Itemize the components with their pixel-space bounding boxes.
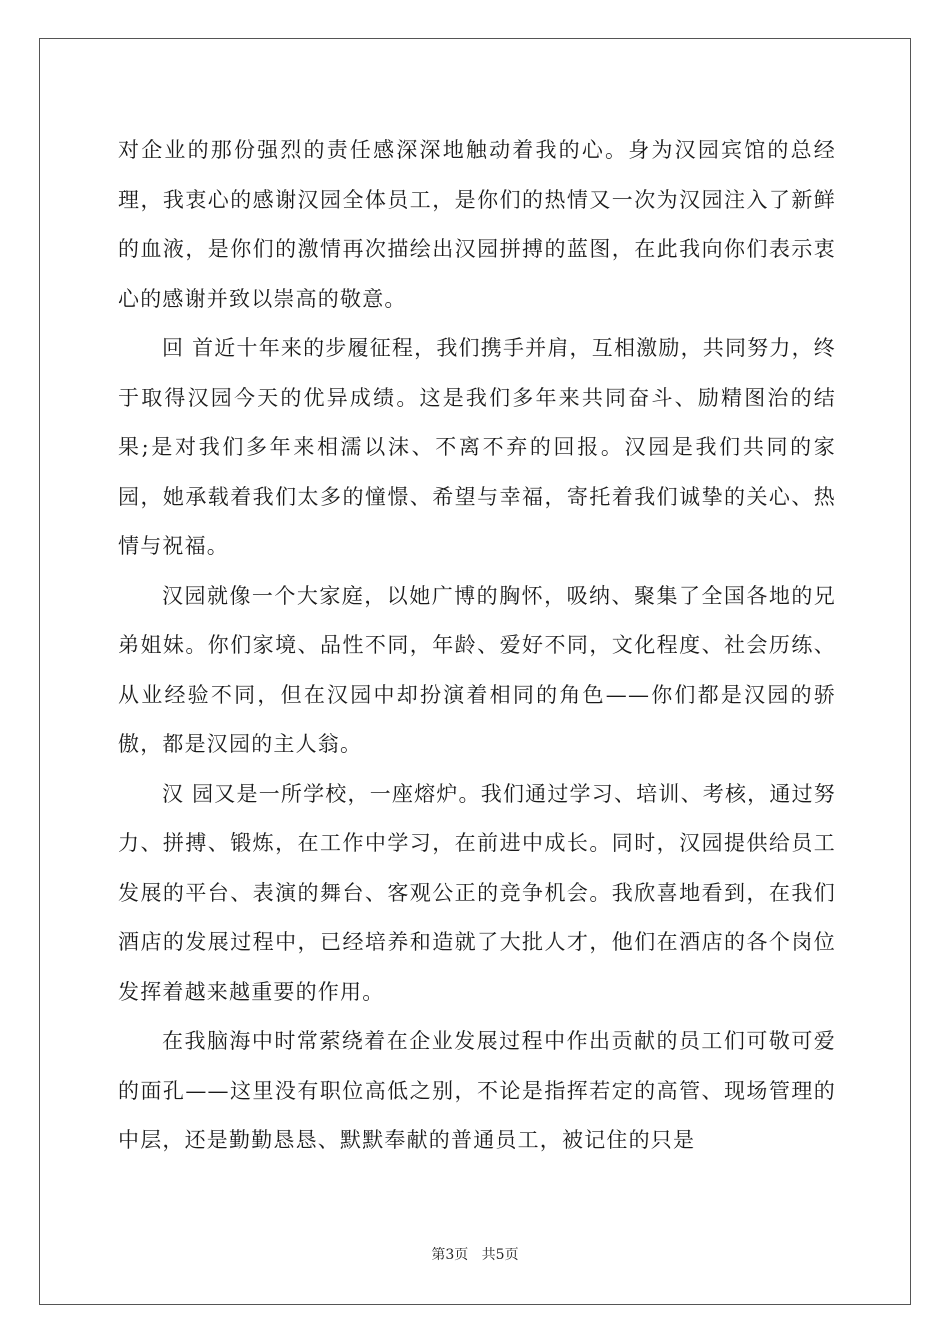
page-number-current: 第3页 xyxy=(431,1247,469,1263)
page-footer xyxy=(0,1244,950,1264)
page-number-total: 共5页 xyxy=(481,1247,519,1263)
paragraph-3: 汉园就像一个大家庭，以她广博的胸怀，吸纳、聚集了全国各地的兄弟姐妹。你们家境、品性不同，年龄、爱好不同，文化程度、社会历练、从业经验不同，但在汉园中却扮演着相同的角色——你们都是汉园的骄傲，都是汉园的主人翁。 xyxy=(118,583,836,756)
paragraph-2: 回 首近十年来的步履征程，我们携手并肩，互相激励，共同努力，终于取得汉园今天的优异成绩。这是我们多年来共同奋斗、励精图治的结果;是对我们多年来相濡以沫、不离不弃的回报。汉园是我们共同的家园，她承载着我们太多的憧憬、希望与幸福，寄托着我们诚挚的关心、热情与祝福。 xyxy=(118,336,836,558)
document-body xyxy=(118,126,836,1166)
paragraph-1: 对企业的那份强烈的责任感深深地触动着我的心。身为汉园宾馆的总经理，我衷心的感谢汉园全体员工，是你们的热情又一次为汉园注入了新鲜的血液，是你们的激情再次描绘出汉园拼搏的蓝图，在此我向你们表示衷心的感谢并致以崇高的敬意。 xyxy=(118,138,836,311)
paragraph-4: 汉 园又是一所学校，一座熔炉。我们通过学习、培训、考核，通过努力、拼搏、锻炼，在工作中学习，在前进中成长。同时，汉园提供给员工发展的平台、表演的舞台、客观公正的竞争机会。我欣喜地看到，在我们酒店的发展过程中，已经培养和造就了大批人才，他们在酒店的各个岗位发挥着越来越重要的作用。 xyxy=(118,781,836,1004)
paragraph-5: 在我脑海中时常萦绕着在企业发展过程中作出贡献的员工们可敬可爱的面孔——这里没有职位高低之别，不论是指挥若定的高管、现场管理的中层，还是勤勤恳恳、默默奉献的普通员工，被记住的只是 xyxy=(118,1029,836,1152)
